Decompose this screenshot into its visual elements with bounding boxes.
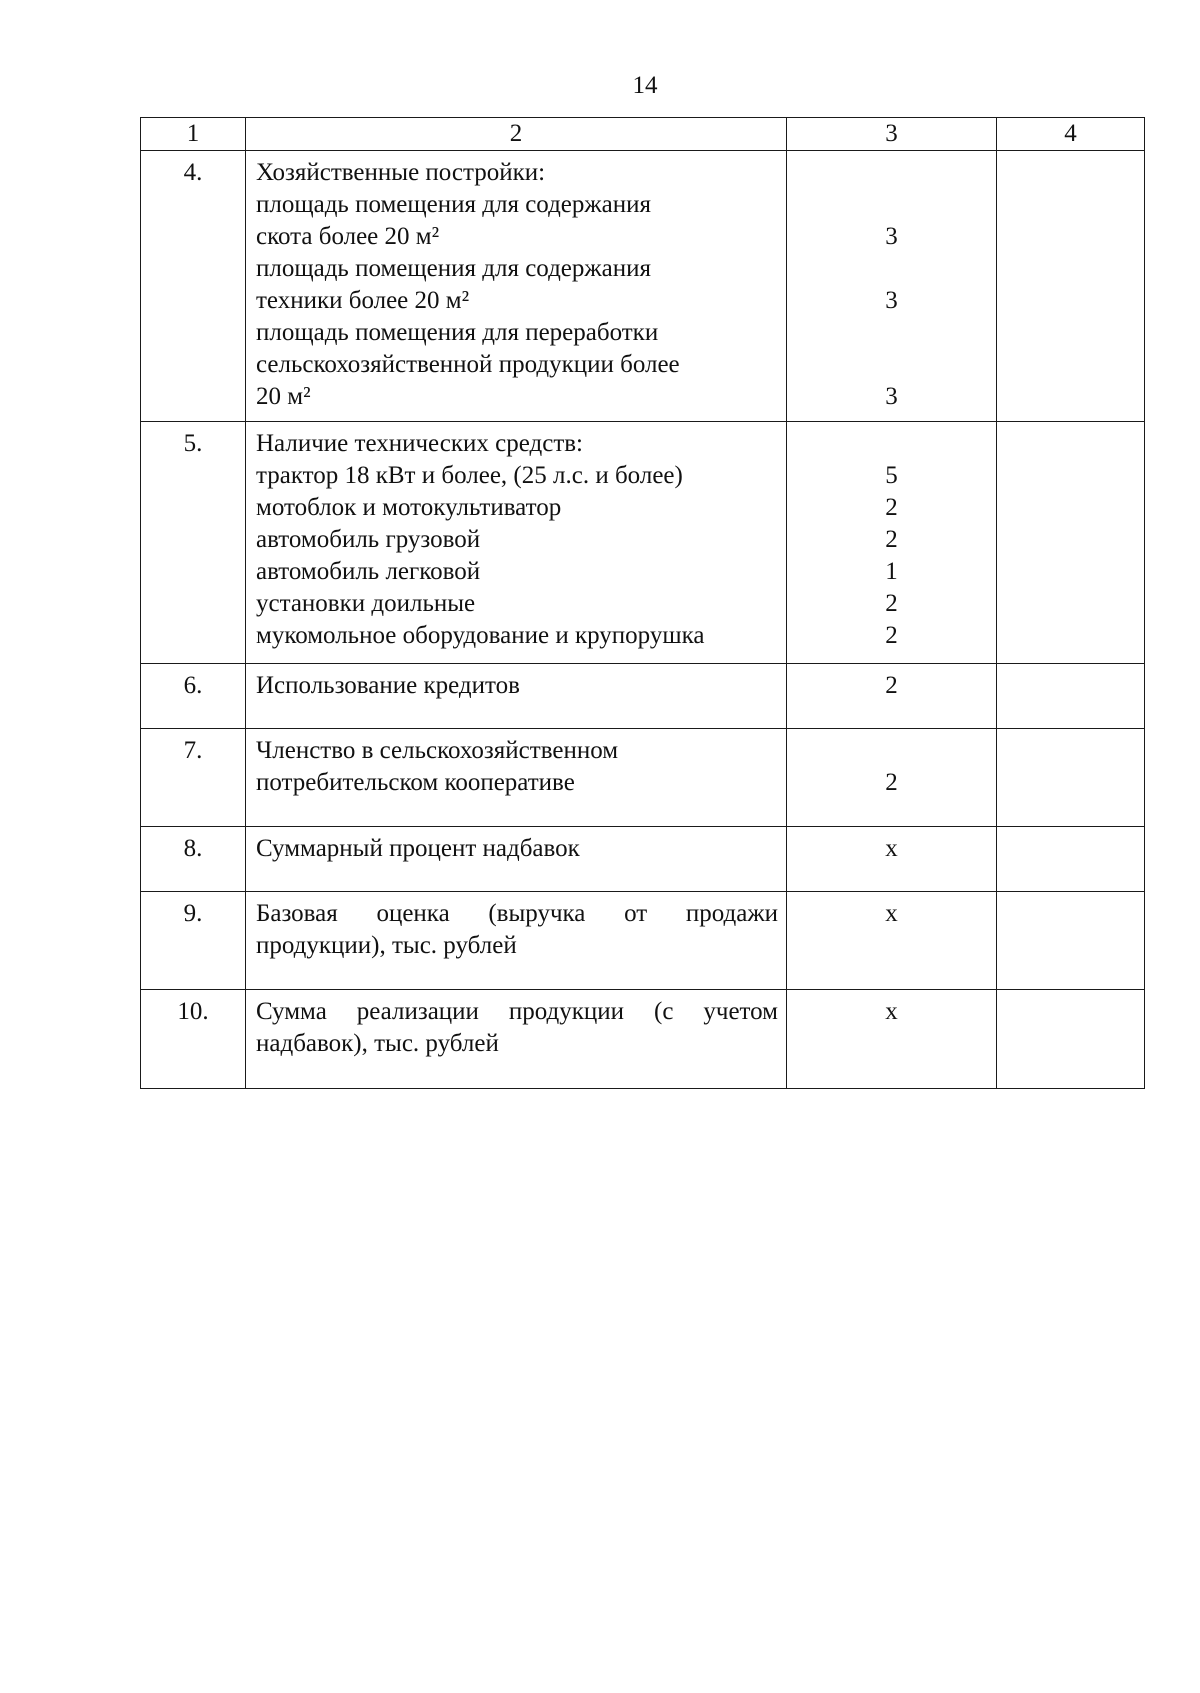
row-number: 7. (141, 729, 246, 827)
row-col4 (997, 151, 1145, 422)
header-col-2: 2 (246, 118, 787, 151)
page-number: 14 (632, 72, 658, 99)
row-score (787, 827, 997, 892)
row-description (246, 422, 787, 664)
header-col-3: 3 (787, 118, 997, 151)
row-score (787, 151, 997, 422)
row-line: автомобиль легковой (256, 558, 481, 585)
row-line: 20 м² (256, 383, 311, 410)
row-number: 4. (141, 151, 246, 422)
table-row (141, 151, 1145, 422)
score-value (795, 157, 988, 189)
row-line: Сумма реализации продукции (с учетом (256, 998, 778, 1025)
table-row (141, 729, 1145, 827)
row-line: продукции), тыс. рублей (256, 932, 517, 959)
row-line: установки доильные (256, 590, 476, 617)
row-description (246, 664, 787, 729)
score-value: 2 (885, 494, 898, 521)
row-line: площадь помещения для содержания (256, 255, 652, 282)
score-value (795, 1028, 988, 1060)
row-score (787, 729, 997, 827)
row-col4 (997, 892, 1145, 990)
row-number: 8. (141, 827, 246, 892)
score-value: х (885, 998, 898, 1025)
table-header-row (141, 118, 1145, 151)
row-number: 10. (141, 990, 246, 1089)
header-col-1: 1 (141, 118, 246, 151)
row-line: надбавок), тыс. рублей (256, 1030, 499, 1057)
row-col4 (997, 990, 1145, 1089)
row-line: мотоблок и мотокультиватор (256, 494, 562, 521)
row-number: 6. (141, 664, 246, 729)
header-col-4: 4 (997, 118, 1145, 151)
score-value: 2 (885, 590, 898, 617)
table-row (141, 664, 1145, 729)
row-col4 (997, 664, 1145, 729)
score-value: 2 (885, 622, 898, 649)
row-col4 (997, 422, 1145, 664)
table-row (141, 827, 1145, 892)
score-value (795, 349, 988, 381)
row-score (787, 990, 997, 1089)
row-description (246, 151, 787, 422)
row-line: площадь помещения для переработки (256, 319, 659, 346)
row-score (787, 664, 997, 729)
score-value: х (885, 900, 898, 927)
table-row (141, 422, 1145, 664)
row-number: 9. (141, 892, 246, 990)
row-line: Суммарный процент надбавок (256, 835, 580, 862)
table-row (141, 892, 1145, 990)
score-value: 2 (885, 769, 898, 796)
score-value: 1 (885, 558, 898, 585)
row-description (246, 729, 787, 827)
row-line: автомобиль грузовой (256, 526, 481, 553)
row-line: скота более 20 м² (256, 223, 440, 250)
row-line: Членство в сельскохозяйственном (256, 737, 619, 764)
score-value: 2 (885, 672, 898, 699)
row-line: сельскохозяйственной продукции более (256, 351, 680, 378)
row-line: трактор 18 кВт и более, (25 л.с. и более) (256, 462, 683, 489)
row-description (246, 827, 787, 892)
score-value: 5 (885, 462, 898, 489)
row-score (787, 892, 997, 990)
score-value (795, 428, 988, 460)
row-line: техники более 20 м² (256, 287, 470, 314)
row-score (787, 422, 997, 664)
row-line: потребительском кооперативе (256, 769, 575, 796)
score-value (795, 735, 988, 767)
table-row (141, 990, 1145, 1089)
row-line: мукомольное оборудование и крупорушка (256, 622, 705, 649)
row-description (246, 892, 787, 990)
row-number: 5. (141, 422, 246, 664)
score-value: 3 (885, 287, 898, 314)
score-value: х (885, 835, 898, 862)
score-value: 2 (885, 526, 898, 553)
row-description (246, 990, 787, 1089)
row-line: Базовая оценка (выручка от продажи (256, 900, 778, 927)
assessment-table (140, 117, 1145, 1089)
score-value: 3 (885, 223, 898, 250)
score-value: 3 (885, 383, 898, 410)
row-line: Наличие технических средств: (256, 430, 583, 457)
row-col4 (997, 729, 1145, 827)
score-value (795, 317, 988, 349)
score-value (795, 253, 988, 285)
score-value (795, 189, 988, 221)
score-value (795, 930, 988, 962)
row-line: площадь помещения для содержания (256, 191, 652, 218)
row-line: Использование кредитов (256, 672, 520, 699)
row-col4 (997, 827, 1145, 892)
row-line: Хозяйственные постройки: (256, 159, 546, 186)
